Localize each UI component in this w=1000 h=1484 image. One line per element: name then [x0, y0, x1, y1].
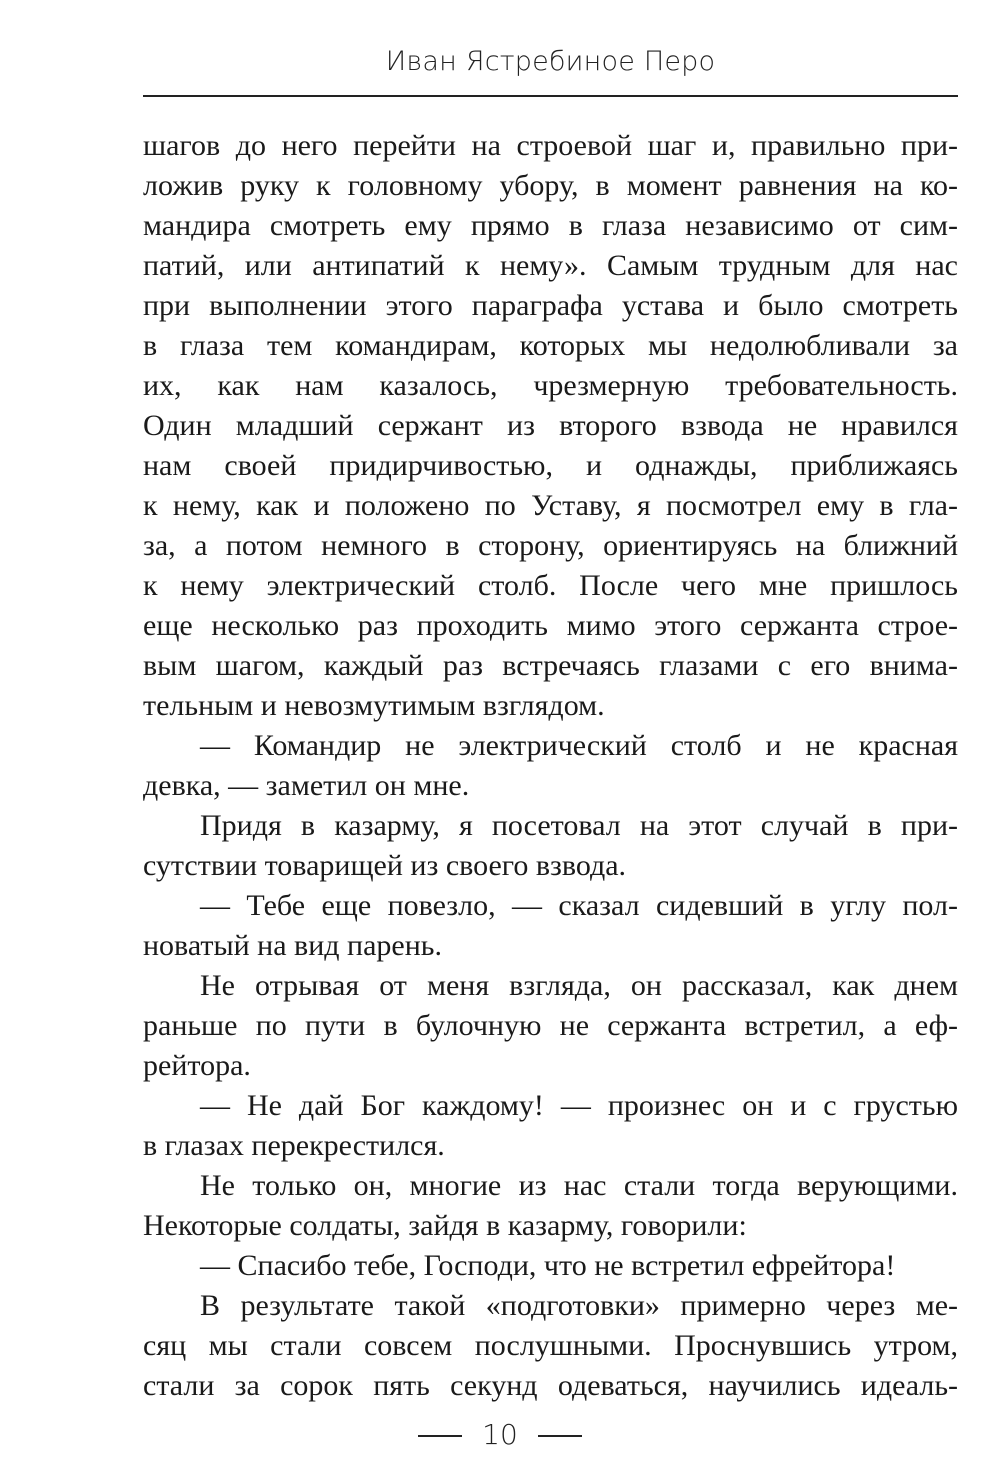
text-line: ложив руку к головному убору, в момент равнения на ко- [143, 169, 958, 202]
text-line: стали за сорок пять секунд одеваться, научились идеаль- [143, 1369, 958, 1402]
text-line: патий, или антипатий к нему». Самым трудным для нас [143, 249, 958, 282]
text-line: — Командир не электрический столб и не красная [200, 729, 958, 762]
page-number-footer [0, 1418, 1000, 1451]
text-line: еще несколько раз проходить мимо этого сержанта строе- [143, 609, 958, 642]
text-line: — Не дай Бог каждому! — произнес он и с грустью [200, 1089, 958, 1122]
text-line: Придя в казарму, я посетовал на этот случай в при- [200, 809, 958, 842]
text-line: — Тебе еще повезло, — сказал сидевший в углу пол- [200, 889, 958, 922]
text-line: Некоторые солдаты, зайдя в казарму, говорили: [143, 1209, 747, 1242]
text-line: нам своей придирчивостью, и однажды, приближаясь [143, 449, 958, 482]
text-line: мандира смотреть ему прямо в глаза независимо от сим- [143, 209, 958, 242]
page-body-text [143, 126, 958, 1406]
paragraph [143, 1086, 958, 1166]
text-line: за, а потом немного в сторону, ориентируясь на ближний [143, 529, 958, 562]
text-line: В результате такой «подготовки» примерно через ме- [200, 1289, 958, 1322]
paragraph [143, 126, 958, 726]
text-line: Один младший сержант из второго взвода не нравился [143, 409, 958, 442]
paragraph [143, 1166, 958, 1246]
text-line: сутствии товарищей из своего взвода. [143, 849, 627, 882]
text-line: новатый на вид парень. [143, 929, 442, 962]
text-line: их, как нам казалось, чрезмерную требовательность. [143, 369, 958, 402]
text-line: в глаза тем командирам, которых мы недолюбливали за [143, 329, 958, 362]
text-line: при выполнении этого параграфа устава и было смотреть [143, 289, 958, 322]
text-line: тельным и невозмутимым взглядом. [143, 689, 605, 722]
text-line: Не только он, многие из нас стали тогда верующими. [200, 1169, 958, 1202]
text-line: девка, — заметил он мне. [143, 769, 470, 802]
paragraph [143, 726, 958, 806]
text-line: — Спасибо тебе, Господи, что не встретил ефрейтора! [200, 1249, 896, 1282]
text-line: раньше по пути в булочную не сержанта встретил, а еф- [143, 1009, 958, 1042]
paragraph [143, 1286, 958, 1406]
dash-left [418, 1435, 462, 1437]
text-line: в глазах перекрестился. [143, 1129, 445, 1162]
dash-right [538, 1435, 582, 1437]
text-line: к нему, как и положено по Уставу, я посмотрел ему в гла- [143, 489, 958, 522]
header-rule [143, 95, 958, 97]
running-header: Иван Ястребиное Перо [385, 46, 716, 77]
text-line: вым шагом, каждый раз встречаясь глазами с его внима- [143, 649, 958, 682]
text-line: Не отрывая от меня взгляда, он рассказал, как днем [200, 969, 958, 1002]
page-number: 10 [482, 1418, 518, 1451]
text-line: к нему электрический столб. После чего мне пришлось [143, 569, 958, 602]
paragraph [143, 886, 958, 966]
paragraph [143, 806, 958, 886]
paragraph [143, 1246, 958, 1286]
paragraph [143, 966, 958, 1086]
text-line: шагов до него перейти на строевой шаг и, правильно при- [143, 129, 958, 162]
text-line: сяц мы стали совсем послушными. Проснувшись утром, [143, 1329, 958, 1362]
text-line: рейтора. [143, 1049, 251, 1082]
